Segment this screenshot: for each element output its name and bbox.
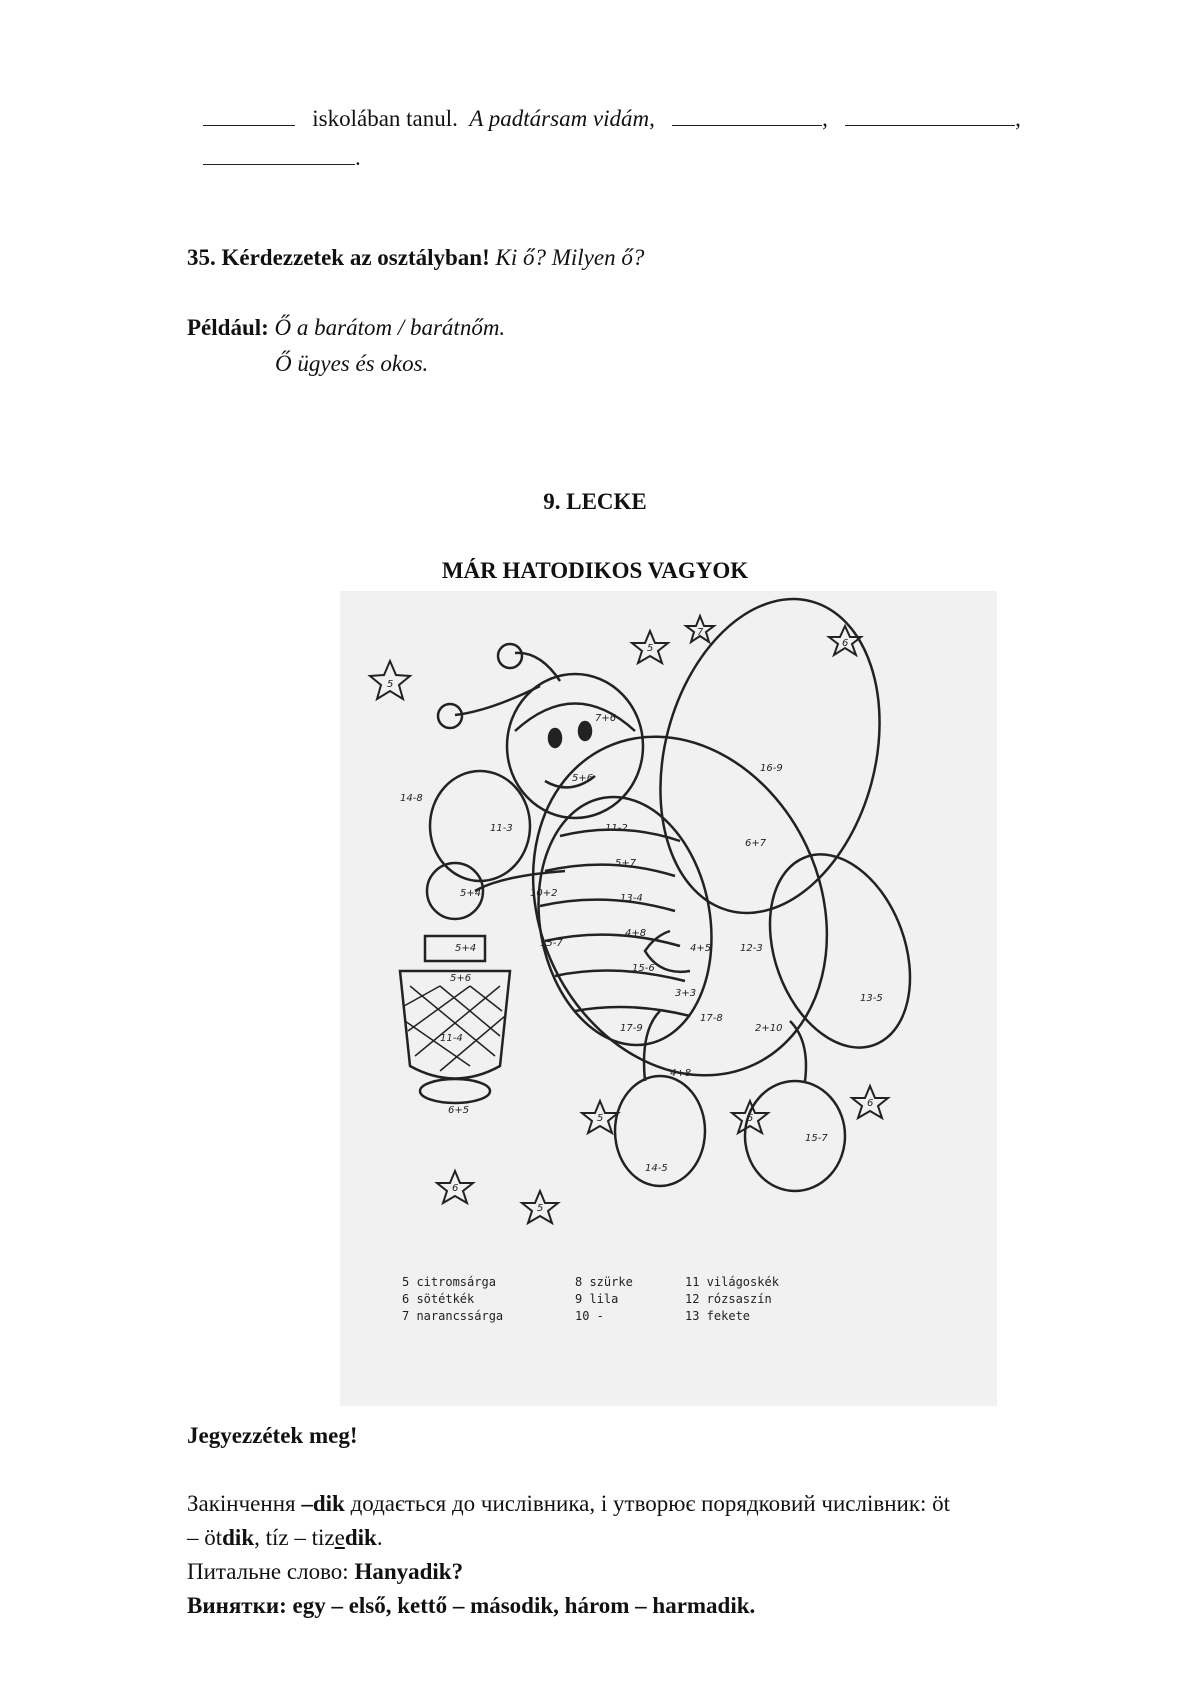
- area-number: 6+7: [745, 838, 767, 849]
- fill-in-line-1: [203, 106, 1021, 132]
- legend-item: 5 citromsárga: [402, 1275, 496, 1289]
- note-line-3: [187, 1559, 463, 1585]
- note-underlined-vowel: e: [334, 1525, 345, 1550]
- legend-item: 10 -: [575, 1309, 604, 1323]
- note-title: Jegyezzétek meg!: [187, 1423, 358, 1448]
- leg: [790, 1021, 806, 1081]
- exercise-35-heading: [187, 245, 644, 271]
- lesson-number: 9. LECKE: [543, 489, 647, 514]
- note-text: , tíz – tiz: [254, 1525, 335, 1550]
- note-text: Закінчення: [187, 1491, 302, 1516]
- note-suffix: dik: [222, 1525, 255, 1550]
- star-number: 7: [697, 627, 704, 638]
- area-numbers: [400, 713, 883, 1174]
- area-number: 15-6: [632, 963, 655, 974]
- example-label: Például:: [187, 315, 269, 340]
- color-legend: [402, 1275, 780, 1323]
- area-number: 16-9: [760, 763, 783, 774]
- legend-item: 9 lila: [575, 1292, 619, 1306]
- area-number: 3+3: [675, 988, 697, 999]
- stars: [370, 616, 888, 1223]
- area-number: 14-8: [400, 793, 423, 804]
- head: [507, 674, 643, 818]
- note-text: – öt: [187, 1525, 223, 1550]
- note-suffix: –dik: [301, 1491, 345, 1516]
- blank-field[interactable]: [845, 124, 1015, 126]
- question-word: Hanyadik?: [354, 1559, 464, 1584]
- eye: [549, 729, 561, 747]
- blank-field[interactable]: [203, 163, 355, 165]
- area-number: 14-5: [645, 1163, 668, 1174]
- star-number: 5: [537, 1203, 544, 1214]
- exercise-35-title: 35. Kérdezzetek az osztályban!: [187, 245, 490, 270]
- note-text: Питальне слово:: [187, 1559, 355, 1584]
- area-number: 5+6: [572, 773, 594, 784]
- bee-drawing: [340, 591, 997, 1406]
- antenna-tip: [438, 704, 462, 728]
- note-line-4: Винятки: egy – első, kettő – második, három – harmadik.: [187, 1593, 756, 1618]
- area-number: 13-4: [620, 893, 643, 904]
- area-number: 11-3: [490, 823, 513, 834]
- star-number: 5: [747, 1113, 754, 1124]
- eye: [579, 722, 591, 740]
- star-number: 5: [597, 1113, 604, 1124]
- star-number: 5: [647, 643, 654, 654]
- legend-item: 6 sötétkék: [402, 1292, 475, 1306]
- area-number: 15-7: [805, 1133, 828, 1144]
- antenna-tip: [498, 644, 522, 668]
- legend-item: 13 fekete: [685, 1309, 751, 1323]
- area-number: 2+10: [755, 1023, 783, 1034]
- note-text: додається до числівника, і утворює порядковий числівник: öt: [344, 1491, 951, 1516]
- lesson-title: MÁR HATODIKOS VAGYOK: [441, 558, 749, 583]
- example-line-1: [187, 315, 505, 341]
- example-1: Ő a barátom / barátnőm.: [274, 315, 506, 340]
- blank-field[interactable]: [672, 124, 822, 126]
- note-suffix: dik: [344, 1525, 377, 1550]
- example-2: Ő ügyes és okos.: [275, 351, 429, 376]
- period: .: [355, 145, 361, 170]
- fill-in-line-2: [203, 145, 361, 171]
- fill-text-2: A padtársam vidám,: [469, 106, 655, 131]
- bee-coloring-picture: [340, 591, 997, 1406]
- area-number: 11-2: [605, 823, 628, 834]
- area-number: 13-5: [860, 993, 883, 1004]
- area-number: 5+7: [615, 858, 637, 869]
- area-number: 4+5: [690, 943, 712, 954]
- belly-stripe: [555, 971, 685, 981]
- belly-stripe: [575, 1007, 690, 1016]
- antenna: [455, 686, 540, 715]
- area-number: 5+6: [450, 973, 472, 984]
- legend-item: 11 világoskék: [685, 1275, 779, 1289]
- star-number: 6: [867, 1098, 874, 1109]
- exercise-35-questions: Ki ő? Milyen ő?: [495, 245, 645, 270]
- lantern-mesh: [404, 986, 505, 1071]
- legend-item: 12 rózsaszín: [685, 1292, 772, 1306]
- area-number: 10+2: [530, 888, 558, 899]
- star-number: 6: [842, 638, 849, 649]
- legend-item: 7 narancssárga: [402, 1309, 504, 1323]
- legend-item: 8 szürke: [575, 1275, 633, 1289]
- note-line-2: [187, 1525, 383, 1551]
- area-number: 11-4: [440, 1033, 463, 1044]
- area-number: 15-7: [540, 938, 563, 949]
- example-line-2: [275, 351, 428, 377]
- leg: [644, 1011, 660, 1081]
- note-line-1: [187, 1491, 950, 1517]
- area-number: 4+8: [625, 928, 647, 939]
- foot: [745, 1081, 845, 1191]
- star-number: 6: [452, 1183, 459, 1194]
- fill-text-1: iskolában tanul.: [312, 106, 458, 131]
- area-number: 5+4: [460, 888, 482, 899]
- star-number: 5: [387, 679, 394, 690]
- lantern-base: [420, 1079, 490, 1103]
- comma: ,: [822, 106, 828, 131]
- area-number: 17-9: [620, 1023, 643, 1034]
- area-number: 17-8: [700, 1013, 723, 1024]
- helmet-line: [515, 704, 635, 732]
- area-number: 5+4: [455, 943, 477, 954]
- belly-stripe: [540, 900, 675, 911]
- area-number: 7+6: [595, 713, 617, 724]
- area-number: 4+8: [670, 1068, 692, 1079]
- blank-field[interactable]: [203, 124, 295, 126]
- note-text: .: [376, 1525, 383, 1550]
- area-number: 12-3: [740, 943, 763, 954]
- area-number: 6+5: [448, 1105, 470, 1116]
- comma: ,: [1015, 106, 1021, 131]
